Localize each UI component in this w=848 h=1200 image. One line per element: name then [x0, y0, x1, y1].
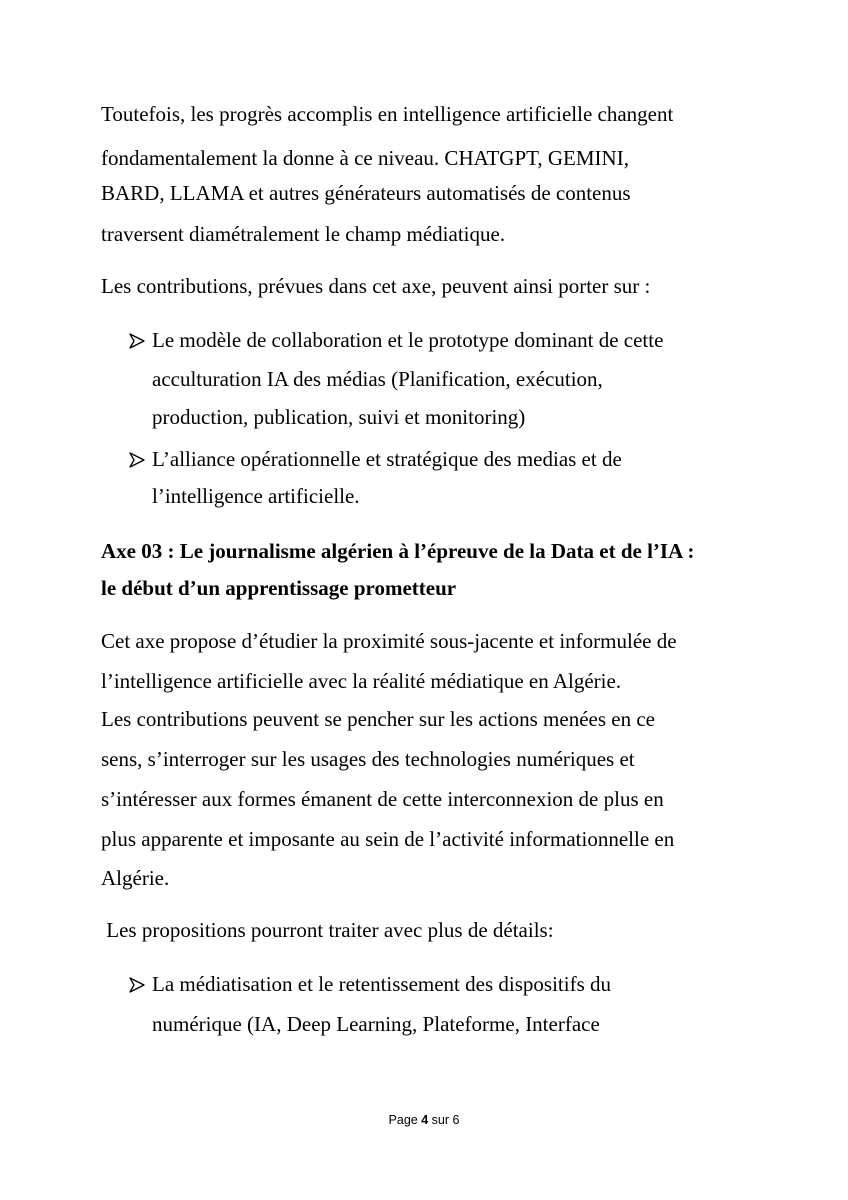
- paragraph-3-line: s’intéresser aux formes émanent de cette interconnexion de plus en: [101, 787, 664, 811]
- paragraph-1-line: fondamentalement la donne à ce niveau. CHATGPT, GEMINI,: [101, 146, 629, 170]
- bullet-item-3-line: La médiatisation et le retentissement des dispositifs du: [152, 972, 611, 996]
- section-heading-line: Axe 03 : Le journalisme algérien à l’épreuve de la Data et de l’IA :: [101, 539, 695, 563]
- paragraph-3-line: sens, s’interroger sur les usages des technologies numériques et: [101, 747, 635, 771]
- paragraph-3-line: l’intelligence artificielle avec la réalité médiatique en Algérie.: [101, 669, 622, 693]
- footer-page-number: 4: [421, 1113, 429, 1127]
- bullet-item-1-line: acculturation IA des médias (Planification, exécution,: [152, 367, 603, 391]
- footer-suffix: sur 6: [428, 1113, 460, 1127]
- bullet-item-1-line: production, publication, suivi et monitoring): [152, 405, 526, 429]
- bullet-item-1-line: Le modèle de collaboration et le prototype dominant de cette: [152, 328, 664, 352]
- bullet-item-2-line: L’alliance opérationnelle et stratégique des medias et de: [152, 447, 622, 471]
- paragraph-3-line: plus apparente et imposante au sein de l’activité informationnelle en: [101, 827, 675, 851]
- arrow-bullet-icon: [128, 328, 146, 352]
- paragraph-3-line: Cet axe propose d’étudier la proximité sous-jacente et informulée de: [101, 629, 677, 653]
- bullet-item-3-line: numérique (IA, Deep Learning, Plateforme, Interface: [152, 1012, 600, 1036]
- paragraph-3-line: Algérie.: [101, 866, 170, 890]
- page-footer: [0, 1112, 848, 1128]
- paragraph-1-line: BARD, LLAMA et autres générateurs automatisés de contenus: [101, 181, 631, 205]
- arrow-bullet-icon: [128, 447, 146, 471]
- paragraph-1-line: traversent diamétralement le champ médiatique.: [101, 222, 506, 246]
- paragraph-1-line: Toutefois, les progrès accomplis en intelligence artificielle changent: [101, 102, 674, 126]
- footer-prefix: Page: [388, 1113, 422, 1127]
- section-heading-line: le début d’un apprentissage prometteur: [101, 576, 457, 600]
- paragraph-4: Les propositions pourront traiter avec plus de détails:: [101, 918, 554, 942]
- bullet-item-2-line: l’intelligence artificielle.: [152, 484, 360, 508]
- paragraph-2: Les contributions, prévues dans cet axe, peuvent ainsi porter sur :: [101, 274, 651, 298]
- paragraph-3-line: Les contributions peuvent se pencher sur les actions menées en ce: [101, 707, 655, 731]
- arrow-bullet-icon: [128, 972, 146, 996]
